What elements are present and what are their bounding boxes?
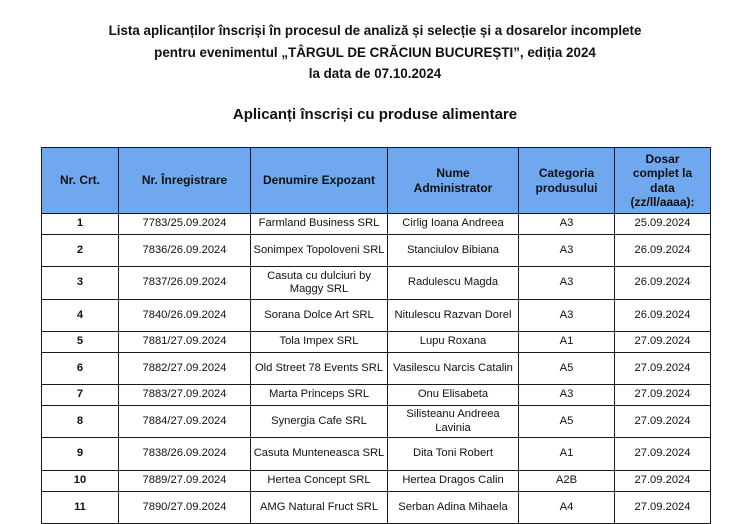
cell-data-dosar: 26.09.2024 bbox=[615, 235, 711, 267]
cell-nume-administrator: Cirlig Ioana Andreea bbox=[388, 214, 519, 235]
cell-nr-inregistrare: 7837/26.09.2024 bbox=[119, 267, 251, 300]
cell-nume-administrator: Hertea Dragos Calin bbox=[388, 471, 519, 492]
cell-denumire-expozant: Old Street 78 Events SRL bbox=[251, 353, 388, 385]
cell-nr-inregistrare: 7883/27.09.2024 bbox=[119, 385, 251, 406]
header-line: (zz/ll/aaaa): bbox=[630, 195, 695, 209]
title-line-3: la data de 07.10.2024 bbox=[308, 66, 442, 81]
cell-data-dosar: 27.09.2024 bbox=[615, 471, 711, 492]
header-line: Administrator bbox=[413, 180, 493, 195]
cell-denumire-expozant: Hertea Concept SRL bbox=[251, 471, 388, 492]
cell-data-dosar: 27.09.2024 bbox=[615, 438, 711, 471]
header-line: produsului bbox=[535, 180, 598, 195]
header-line: data bbox=[650, 180, 675, 195]
cell-categoria: A1 bbox=[519, 332, 615, 353]
table-row bbox=[42, 492, 711, 524]
table-row bbox=[42, 385, 711, 406]
cell-data-dosar: 27.09.2024 bbox=[615, 385, 711, 406]
cell-denumire-expozant: Farmland Business SRL bbox=[251, 214, 388, 235]
cell-denumire-expozant: Casuta cu dulciuri by Maggy SRL bbox=[251, 267, 388, 300]
header-line: complet la bbox=[632, 166, 693, 180]
header-line: Categoria bbox=[538, 166, 595, 180]
applicants-table bbox=[41, 147, 711, 524]
table-row bbox=[42, 353, 711, 385]
cell-nr-crt: 1 bbox=[42, 214, 119, 235]
cell-nr-inregistrare: 7838/26.09.2024 bbox=[119, 438, 251, 471]
header-line: Dosar bbox=[645, 151, 680, 166]
cell-categoria: A2B bbox=[519, 471, 615, 492]
document-title bbox=[0, 20, 750, 85]
cell-nr-inregistrare: 7881/27.09.2024 bbox=[119, 332, 251, 353]
header-denumire-expozant: Denumire Expozant bbox=[251, 148, 388, 214]
cell-categoria: A3 bbox=[519, 385, 615, 406]
cell-nr-inregistrare: 7840/26.09.2024 bbox=[119, 300, 251, 332]
cell-nr-inregistrare: 7836/26.09.2024 bbox=[119, 235, 251, 267]
table-row bbox=[42, 471, 711, 492]
title-line-1: Lista aplicanților înscriși în procesul de analiză și selecție și a dosarelor incomplete bbox=[108, 23, 642, 38]
title-line-2: pentru evenimentul „TÂRGUL DE CRĂCIUN BUCUREȘTI”, ediția 2024 bbox=[154, 44, 596, 60]
cell-nume-administrator: Radulescu Magda bbox=[388, 267, 519, 300]
cell-nume-administrator: Vasilescu Narcis Catalin bbox=[388, 353, 519, 385]
table-row bbox=[42, 214, 711, 235]
cell-nr-inregistrare: 7890/27.09.2024 bbox=[119, 492, 251, 524]
cell-nr-inregistrare: 7783/25.09.2024 bbox=[119, 214, 251, 235]
cell-nr-crt: 5 bbox=[42, 332, 119, 353]
cell-categoria: A3 bbox=[519, 300, 615, 332]
cell-nr-crt: 9 bbox=[42, 438, 119, 471]
header-nr-inregistrare: Nr. Înregistrare bbox=[119, 148, 251, 214]
cell-categoria: A5 bbox=[519, 353, 615, 385]
cell-nr-crt: 11 bbox=[42, 492, 119, 524]
cell-data-dosar: 27.09.2024 bbox=[615, 353, 711, 385]
cell-nr-inregistrare: 7884/27.09.2024 bbox=[119, 406, 251, 438]
cell-denumire-expozant: Casuta Munteneasca SRL bbox=[251, 438, 388, 471]
cell-data-dosar: 25.09.2024 bbox=[615, 214, 711, 235]
cell-data-dosar: 27.09.2024 bbox=[615, 332, 711, 353]
header-dosar-complet bbox=[615, 148, 711, 214]
cell-nr-crt: 6 bbox=[42, 353, 119, 385]
cell-denumire-expozant: AMG Natural Fruct SRL bbox=[251, 492, 388, 524]
cell-categoria: A5 bbox=[519, 406, 615, 438]
header-line: Nume bbox=[436, 166, 470, 180]
cell-nr-crt: 10 bbox=[42, 471, 119, 492]
cell-denumire-expozant: Tola Impex SRL bbox=[251, 332, 388, 353]
cell-nr-crt: 3 bbox=[42, 267, 119, 300]
table-row bbox=[42, 332, 711, 353]
cell-data-dosar: 26.09.2024 bbox=[615, 300, 711, 332]
section-title: Aplicanți înscriși cu produse alimentare bbox=[232, 106, 518, 123]
cell-categoria: A3 bbox=[519, 214, 615, 235]
cell-nume-administrator: Stanciulov Bibiana bbox=[388, 235, 519, 267]
cell-nr-inregistrare: 7882/27.09.2024 bbox=[119, 353, 251, 385]
cell-data-dosar: 27.09.2024 bbox=[615, 406, 711, 438]
cell-nr-crt: 7 bbox=[42, 385, 119, 406]
cell-categoria: A3 bbox=[519, 235, 615, 267]
cell-denumire-expozant: Sonimpex Topoloveni SRL bbox=[251, 235, 388, 267]
header-nr-crt: Nr. Crt. bbox=[42, 148, 119, 214]
cell-nume-administrator: Nitulescu Razvan Dorel bbox=[388, 300, 519, 332]
cell-nume-administrator: Onu Elisabeta bbox=[388, 385, 519, 406]
cell-nr-crt: 2 bbox=[42, 235, 119, 267]
table-header-row bbox=[42, 148, 711, 214]
cell-nume-administrator: Silisteanu Andreea Lavinia bbox=[388, 406, 519, 438]
cell-nr-crt: 8 bbox=[42, 406, 119, 438]
cell-nume-administrator: Dita Toni Robert bbox=[388, 438, 519, 471]
cell-denumire-expozant: Sorana Dolce Art SRL bbox=[251, 300, 388, 332]
cell-categoria: A4 bbox=[519, 492, 615, 524]
table-row bbox=[42, 438, 711, 471]
table-row bbox=[42, 406, 711, 438]
cell-data-dosar: 26.09.2024 bbox=[615, 267, 711, 300]
cell-nume-administrator: Serban Adina Mihaela bbox=[388, 492, 519, 524]
cell-nume-administrator: Lupu Roxana bbox=[388, 332, 519, 353]
cell-nr-inregistrare: 7889/27.09.2024 bbox=[119, 471, 251, 492]
cell-denumire-expozant: Synergia Cafe SRL bbox=[251, 406, 388, 438]
table-row bbox=[42, 267, 711, 300]
cell-categoria: A1 bbox=[519, 438, 615, 471]
header-nume-administrator bbox=[388, 148, 519, 214]
header-categoria-produsului bbox=[519, 148, 615, 214]
table-row bbox=[42, 235, 711, 267]
cell-nr-crt: 4 bbox=[42, 300, 119, 332]
table-row bbox=[42, 300, 711, 332]
cell-categoria: A3 bbox=[519, 267, 615, 300]
cell-data-dosar: 27.09.2024 bbox=[615, 492, 711, 524]
cell-denumire-expozant: Marta Princeps SRL bbox=[251, 385, 388, 406]
